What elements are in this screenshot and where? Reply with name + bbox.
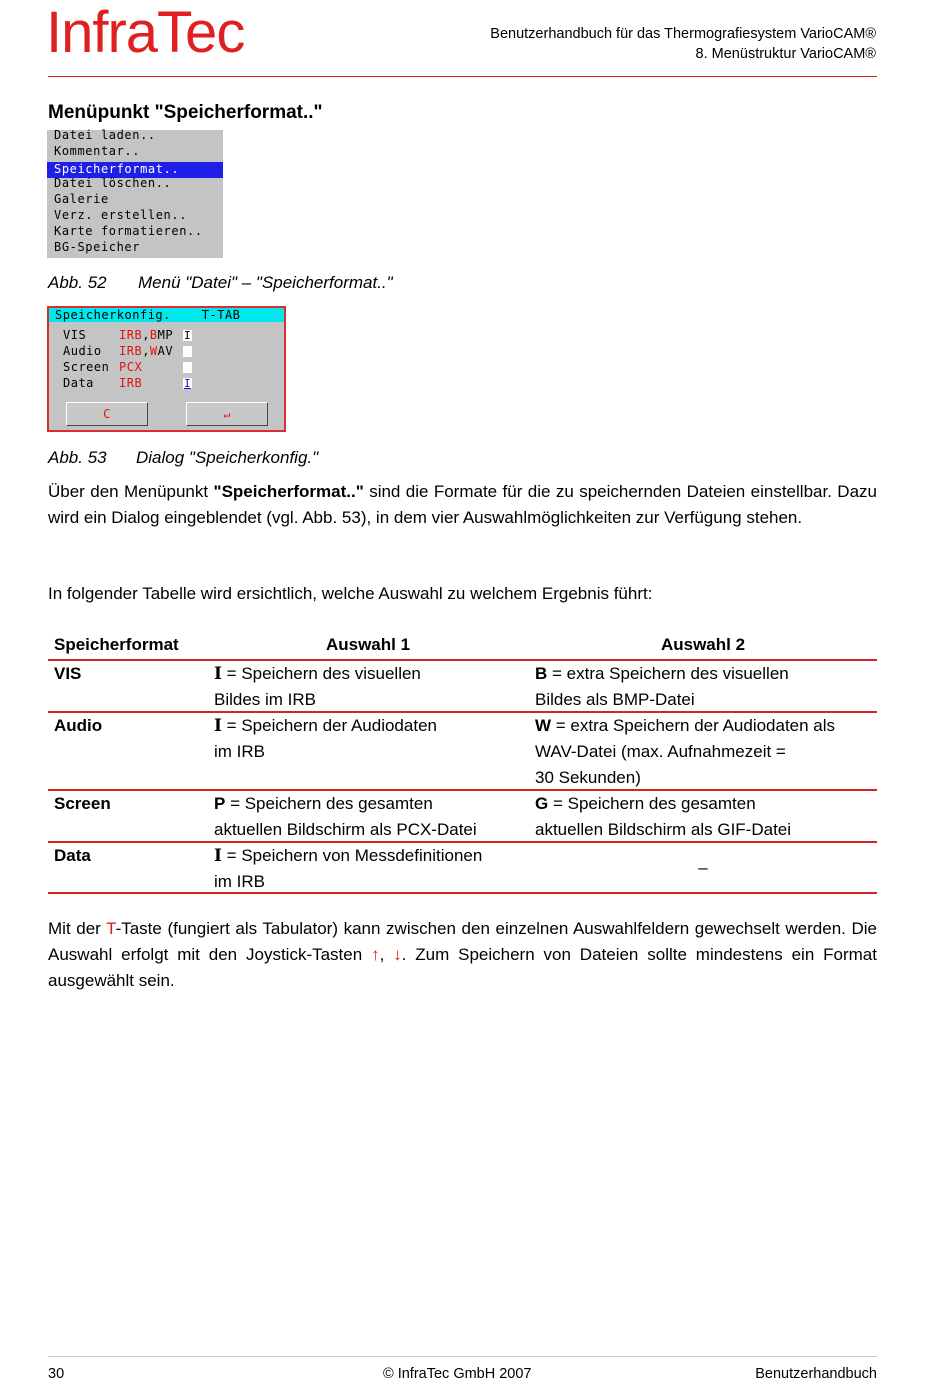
row-label: Data <box>54 846 91 865</box>
footer-doc-title: Benutzerhandbuch <box>755 1366 877 1382</box>
dialog-row-data <box>63 376 142 391</box>
option-text: Bildes als BMP-Datei <box>535 690 695 709</box>
menu-item-speicherformat: Speicherformat.. <box>47 162 223 178</box>
caption-number: Abb. 52 <box>48 273 107 292</box>
option-key: I <box>214 716 222 736</box>
option-2 <box>535 661 875 713</box>
caption-text: Menü "Datei" – "Speicherformat.." <box>138 273 393 292</box>
option-text: aktuellen Bildschirm als PCX-Datei <box>214 820 477 839</box>
row-label: Audio <box>63 344 102 358</box>
header-divider <box>48 76 877 77</box>
file-menu-screenshot <box>47 130 223 258</box>
option-key: B <box>535 664 548 683</box>
dialog-row-screen <box>63 360 142 375</box>
dialog-ok-button: ↵ <box>186 402 268 426</box>
table-row-data <box>48 843 877 894</box>
option-text: = Speichern der Audiodaten <box>221 716 437 735</box>
format-separator: , <box>142 328 150 342</box>
option-2-empty: – <box>698 858 708 877</box>
para-text: sind die Formate für die zu speichernden Dateien einstellbar. Dazu wird ein Dialog eingeblendet (vgl. Abb. 53), in dem vier Auswahlmöglichkeiten zur Verfügung stehen. <box>48 482 877 527</box>
intro-paragraph <box>48 479 877 531</box>
option-text: = Speichern von Messdefinitionen <box>221 846 483 865</box>
option-text: = Speichern des gesamten <box>225 794 433 813</box>
checkbox-data: I <box>183 377 192 390</box>
option-text: im IRB <box>214 742 265 761</box>
navigation-paragraph <box>48 916 877 994</box>
para-text: Über den Menüpunkt <box>48 482 214 501</box>
table-header: Auswahl 2 <box>660 635 746 654</box>
option-2 <box>535 713 875 791</box>
svg-text:InfraTec: InfraTec <box>46 2 245 60</box>
option-text: = extra Speichern des visuellen <box>547 664 789 683</box>
caption-text: Dialog "Speicherkonfig." <box>136 448 319 467</box>
t-key-label: T <box>106 919 116 938</box>
format-2-key: B <box>149 328 158 342</box>
option-text: aktuellen Bildschirm als GIF-Datei <box>535 820 792 839</box>
menu-item-galerie: Galerie <box>54 192 109 206</box>
format-1: PCX <box>119 360 143 374</box>
table-row-audio <box>48 713 877 791</box>
table-row-screen <box>48 791 877 843</box>
checkbox-screen <box>183 362 192 373</box>
format-1: IRB <box>119 376 143 390</box>
menu-item-datei-loeschen: Datei löschen.. <box>54 176 172 190</box>
option-2 <box>535 791 875 843</box>
table-header-row <box>48 632 877 661</box>
option-text: im IRB <box>214 872 265 891</box>
row-label: Screen <box>54 794 111 813</box>
menu-item-bg-speicher: BG-Speicher <box>54 240 141 254</box>
format-2-rest: MP <box>157 328 174 342</box>
header-title-line1: Benutzerhandbuch für das Thermografiesystem VarioCAM® <box>490 26 876 42</box>
option-key: P <box>214 794 226 813</box>
option-1 <box>214 791 524 843</box>
header-title-line2: 8. Menüstruktur VarioCAM® <box>695 46 876 62</box>
checkbox-vis: I <box>183 329 192 342</box>
dialog-title-bar <box>49 308 284 322</box>
format-2-rest: AV <box>157 344 174 358</box>
option-1 <box>214 661 524 713</box>
caption-number: Abb. 53 <box>48 448 107 467</box>
para-text: Mit der <box>48 919 107 938</box>
arrow-down-icon: ↓ <box>393 945 402 964</box>
row-label: Audio <box>54 716 103 735</box>
footer-copyright: © InfraTec GmbH 2007 <box>383 1366 532 1382</box>
format-separator: , <box>142 344 150 358</box>
option-text: 30 Sekunden) <box>535 768 641 787</box>
dialog-row-audio <box>63 344 173 359</box>
footer-divider <box>48 1356 877 1357</box>
format-1: IRB <box>119 344 143 358</box>
header-title <box>490 24 876 64</box>
table-row-vis <box>48 661 877 713</box>
para-text: . Zum Speichern von Dateien sollte mindestens ein Format ausgewählt sein. <box>48 945 877 990</box>
menu-item-datei-laden: Datei laden.. <box>54 128 156 142</box>
row-label: Screen <box>63 360 110 374</box>
table-header: Speicherformat <box>54 635 179 654</box>
para-menu-name: "Speicherformat.." <box>213 482 364 501</box>
page-number: 30 <box>48 1366 65 1382</box>
menu-item-kommentar: Kommentar.. <box>54 144 141 158</box>
row-label: VIS <box>63 328 87 342</box>
option-1 <box>214 713 524 765</box>
option-text: Bildes im IRB <box>214 690 317 709</box>
menu-item-verz-erstellen: Verz. erstellen.. <box>54 208 188 222</box>
speicherkonfig-dialog-screenshot <box>47 306 286 432</box>
infratec-logo <box>46 2 271 60</box>
row-label: Data <box>63 376 94 390</box>
table-intro-paragraph: In folgender Tabelle wird ersichtlich, welche Auswahl zu welchem Ergebnis führt: <box>48 584 653 603</box>
option-key: I <box>214 664 222 684</box>
format-1: IRB <box>119 328 143 342</box>
option-text: = Speichern des gesamten <box>548 794 756 813</box>
option-key: G <box>535 794 549 813</box>
option-key: I <box>214 846 222 866</box>
menu-item-karte-formatieren: Karte formatieren.. <box>54 224 203 238</box>
para-text: -Taste (fungiert als Tabulator) kann zwischen den einzelnen Auswahlfeldern gewechselt werden. Die Auswahl erfolgt mit den Joystick-Tasten <box>48 919 877 964</box>
checkbox-audio <box>183 346 192 357</box>
table-header: Auswahl 1 <box>325 635 411 654</box>
dialog-row-vis <box>63 328 173 343</box>
arrow-up-icon: ↑ <box>371 945 380 964</box>
para-text: , <box>379 945 394 964</box>
dialog-title: Speicherkonfig. <box>55 308 171 322</box>
figure-caption-52 <box>48 273 393 293</box>
option-text: = Speichern des visuellen <box>221 664 421 683</box>
dialog-cancel-button: C <box>66 402 148 426</box>
dialog-title-hint: T-TAB <box>201 308 241 322</box>
option-key: W <box>535 716 552 735</box>
section-title: Menüpunkt "Speicherformat.." <box>48 102 323 123</box>
option-1 <box>214 843 524 895</box>
option-text: WAV-Datei (max. Aufnahmezeit = <box>535 742 786 761</box>
figure-caption-53 <box>48 448 318 468</box>
row-label: VIS <box>54 664 82 683</box>
option-text: = extra Speichern der Audiodaten als <box>551 716 836 735</box>
format-2-key: W <box>149 344 158 358</box>
